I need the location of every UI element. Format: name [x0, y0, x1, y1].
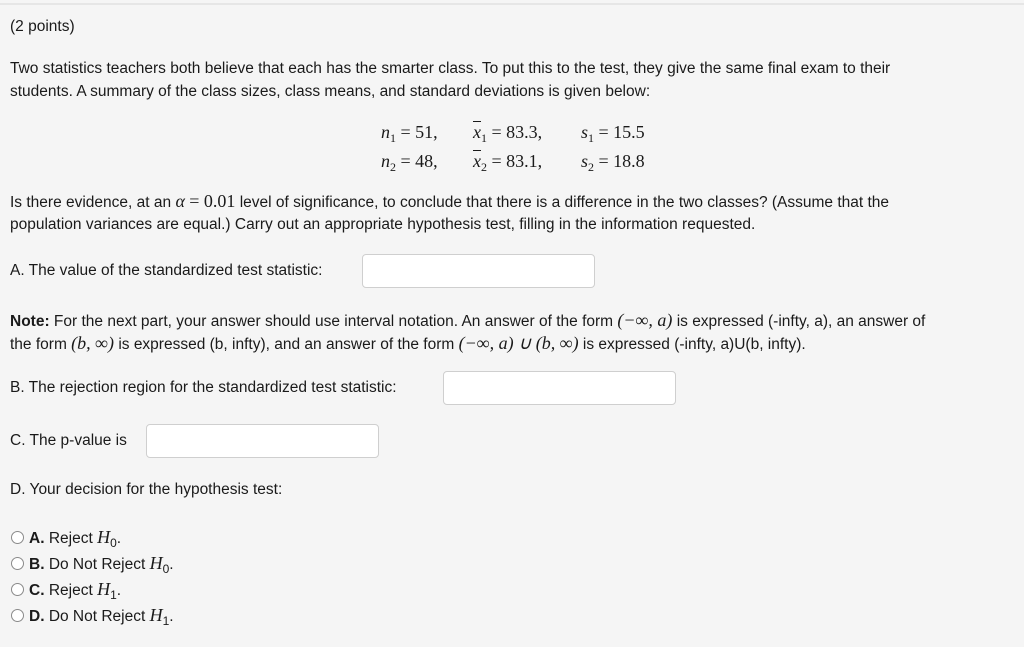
- option-c-radio[interactable]: [11, 583, 24, 596]
- part-c-label: C. The p-value is: [10, 432, 127, 449]
- points-label: (2 points): [10, 18, 75, 35]
- intro-line-1: Two statistics teachers both believe that each has the smarter class. To put this to the test, they give the same final exam to their: [10, 60, 891, 77]
- option-b-label[interactable]: B. Do Not Reject $H_0$.: [29, 553, 174, 576]
- intro-line-2: students. A summary of the class sizes, class means, and standard deviations is given below:: [10, 83, 651, 100]
- option-d-label[interactable]: D. Do Not Reject $H_1$.: [29, 605, 174, 628]
- stat-s2: $s_2 = 18.8$: [581, 151, 645, 174]
- option-a-radio[interactable]: [11, 531, 24, 544]
- stat-s1: $s_1 = 15.5$: [581, 122, 645, 145]
- p-value-input[interactable]: [146, 424, 379, 458]
- test-statistic-input[interactable]: [362, 254, 595, 288]
- option-b-radio[interactable]: [11, 557, 24, 570]
- stat-x1: $\overline{x}_1 = 83.3$,: [473, 122, 543, 145]
- rejection-region-input[interactable]: [443, 371, 676, 405]
- note-line-2: the form (b, ∞) is expressed (b, infty), and an answer of the form (−∞, a) ∪ (b, ∞) is expressed (-infty, a)U(b, infty).: [10, 333, 806, 353]
- part-b-label: B. The rejection region for the standardized test statistic:: [10, 379, 397, 396]
- stat-n1: $n_1 = 51$,: [381, 122, 438, 145]
- question-line-2: population variances are equal.) Carry out an appropriate hypothesis test, filling in the information requested.: [10, 216, 756, 233]
- part-d-label: D. Your decision for the hypothesis test:: [10, 481, 283, 498]
- option-d-radio[interactable]: [11, 609, 24, 622]
- top-divider: [0, 3, 1024, 5]
- option-a-label[interactable]: A. Reject $H_0$.: [29, 527, 122, 550]
- note-line-1: Note: For the next part, your answer should use interval notation. An answer of the form (−∞, a) is expressed (-infty, a), an answer of: [10, 310, 926, 330]
- stat-x2: $\overline{x}_2 = 83.1$,: [473, 151, 543, 174]
- option-c-label[interactable]: C. Reject $H_1$.: [29, 579, 122, 602]
- question-line-1: Is there evidence, at an α = 0.01 level of significance, to conclude that there is a difference in the two classes? (Assume that the: [10, 191, 890, 211]
- stat-n2: $n_2 = 48$,: [381, 151, 438, 174]
- part-a-label: A. The value of the standardized test statistic:: [10, 262, 323, 279]
